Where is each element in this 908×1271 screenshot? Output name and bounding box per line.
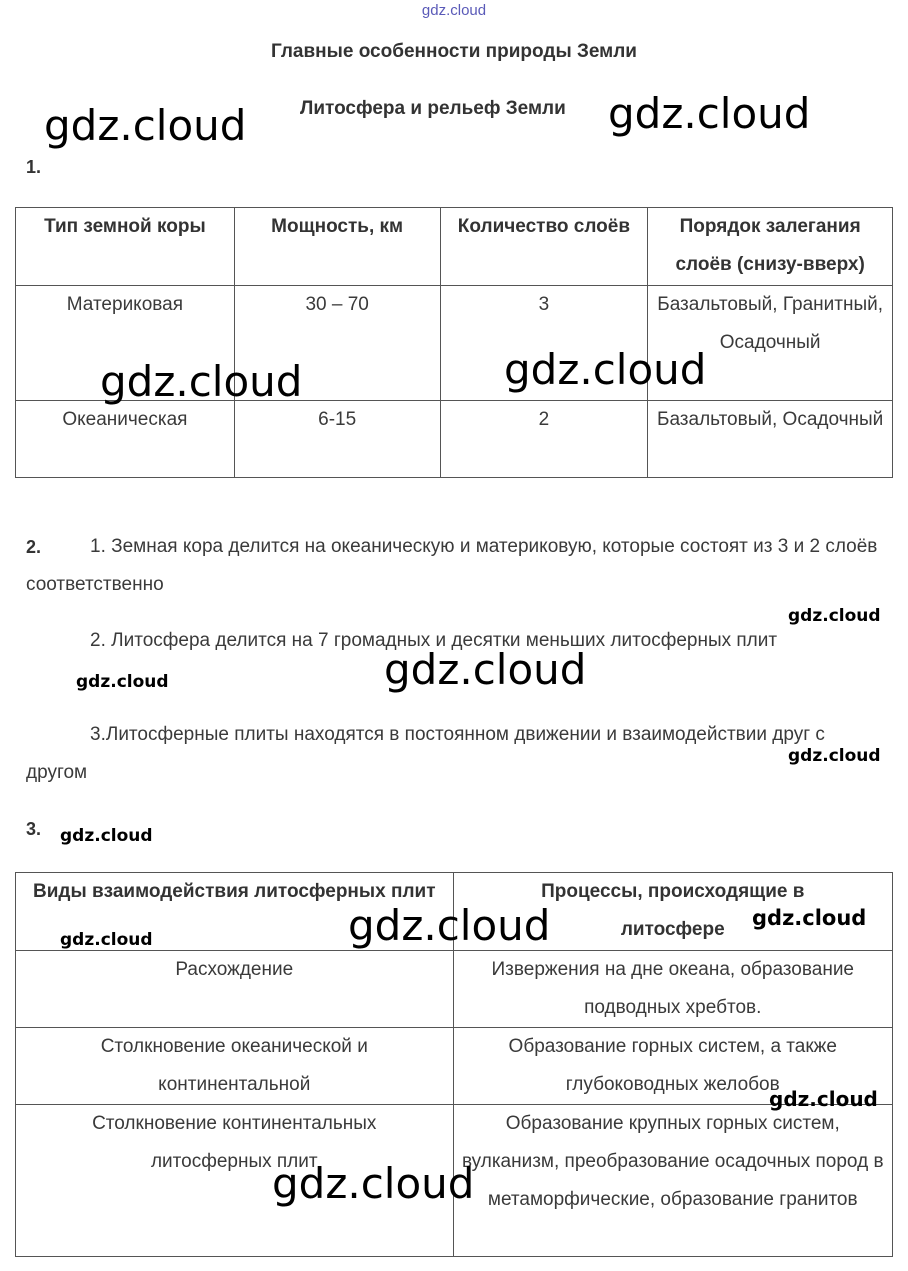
section-1-number: 1. — [26, 157, 42, 177]
watermark-text: gdz.cloud — [788, 746, 881, 766]
crust-cell-thickness: 30 – 70 — [234, 286, 440, 401]
page-title: Главные особенности природы Земли — [271, 41, 637, 62]
watermark-text: gdz.cloud — [769, 1087, 878, 1111]
crust-table — [15, 207, 893, 478]
watermark-text: gdz.cloud — [608, 89, 811, 138]
crust-header-thickness: Мощность, км — [234, 208, 440, 286]
plates-cell-process: Образование горных систем, а также глубоководных желобов — [453, 1028, 892, 1105]
watermark-text: gdz.cloud — [788, 606, 881, 626]
crust-header-type: Тип земной коры — [16, 208, 235, 286]
plates-cell-interaction: Столкновение океанической и континентальной — [16, 1028, 454, 1105]
crust-cell-order: Базальтовый, Осадочный — [648, 401, 893, 478]
section-2-item-3: 3.Литосферные плиты находятся в постоянном движении и взаимодействии друг с другом — [26, 724, 825, 783]
section-2-item-1: 1. Земная кора делится на океаническую и материковую, которые состоят из 3 и 2 слоёв соответственно — [26, 536, 878, 595]
table-row — [16, 1028, 893, 1105]
crust-cell-type: Океаническая — [16, 401, 235, 478]
crust-cell-type: Материковая — [16, 286, 235, 401]
plates-cell-interaction: Расхождение — [16, 951, 454, 1028]
watermark-text: gdz.cloud — [752, 906, 867, 930]
section-2-number: 2. — [26, 537, 42, 557]
plates-header-interaction: Виды взаимодействия литосферных плит — [16, 873, 454, 951]
watermark-text: gdz.cloud — [60, 826, 153, 846]
top-watermark: gdz.cloud — [421, 2, 487, 19]
crust-cell-layers: 2 — [440, 401, 648, 478]
watermark-text: gdz.cloud — [384, 645, 587, 694]
watermark-text: gdz.cloud — [348, 901, 551, 950]
watermark-text: gdz.cloud — [44, 101, 247, 150]
crust-header-order: Порядок залегания слоёв (снизу-вверх) — [648, 208, 893, 286]
section-subtitle: Литосфера и рельеф Земли — [300, 98, 566, 119]
watermark-text: gdz.cloud — [60, 930, 153, 950]
plates-cell-process: Извержения на дне океана, образование подводных хребтов. — [453, 951, 892, 1028]
crust-table-header-row — [16, 208, 893, 286]
table-row — [16, 951, 893, 1028]
plates-cell-process: Образование крупных горных систем, вулканизм, преобразование осадочных пород в метаморфические, образование гранитов — [453, 1105, 892, 1257]
section-3-number: 3. — [26, 819, 42, 839]
plates-cell-interaction: Столкновение континентальных литосферных плит — [16, 1105, 454, 1257]
watermark-text: gdz.cloud — [76, 672, 169, 692]
watermark-text: gdz.cloud — [100, 357, 303, 406]
crust-cell-thickness: 6-15 — [234, 401, 440, 478]
crust-cell-layers: 3 — [440, 286, 648, 401]
table-row — [16, 401, 893, 478]
crust-header-layers: Количество слоёв — [440, 208, 648, 286]
crust-cell-order: Базальтовый, Гранитный, Осадочный — [648, 286, 893, 401]
watermark-text: gdz.cloud — [504, 345, 707, 394]
plates-header-processes: Процессы, происходящие в литосфере — [453, 873, 892, 951]
section-2-item-2: 2. Литосфера делится на 7 громадных и десятки меньших литосферных плит — [90, 630, 778, 651]
watermark-text: gdz.cloud — [272, 1159, 475, 1208]
